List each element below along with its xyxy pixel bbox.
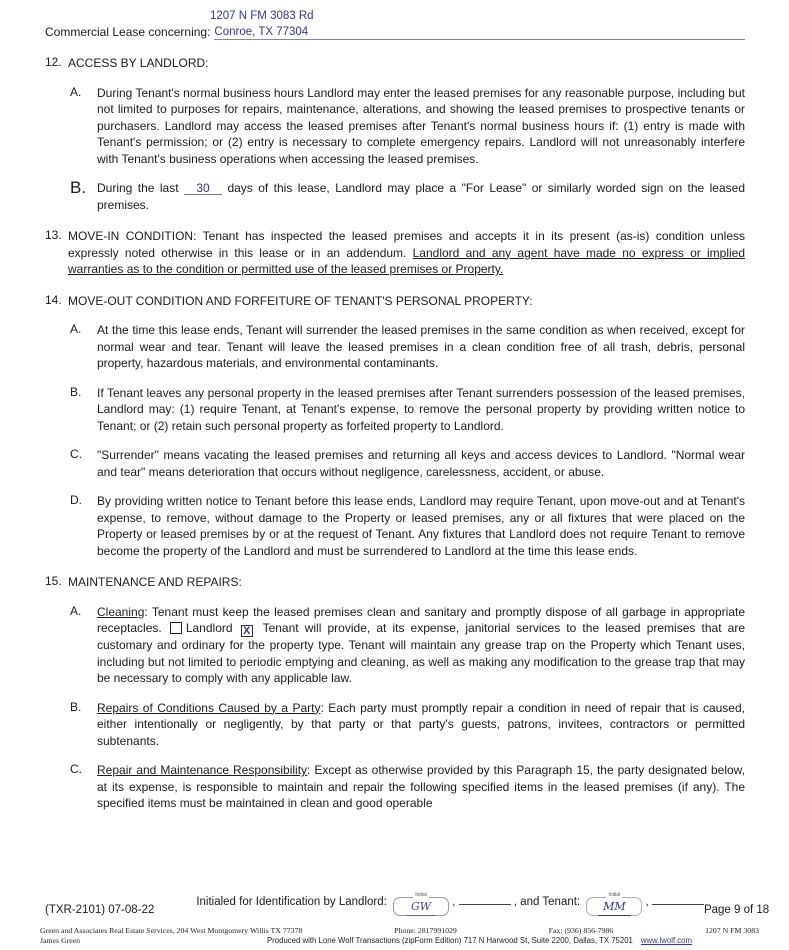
section-title: MAINTENANCE AND REPAIRS:	[68, 575, 242, 589]
item-text	[97, 604, 745, 687]
property-address-line2: Conroe, TX 77304	[214, 26, 309, 38]
tenant-second-initials-blank[interactable]	[652, 904, 704, 905]
tenant-initials-signature: MM	[598, 898, 631, 916]
landlord-initials-field[interactable]	[393, 892, 449, 916]
section-number: 14.	[45, 292, 62, 307]
item-12a	[70, 85, 745, 168]
lease-concerning-label: Commercial Lease concerning:	[45, 25, 211, 39]
fineprint-row-2	[40, 936, 759, 945]
section-title: ACCESS BY LANDLORD:	[68, 56, 209, 70]
cleaning-text-2: Tenant will provide, at its expense, janitorial services to the leased premises that are customary and ordinary for the property type. Tenant will maintain any grease trap on the Property which Tenant uses, including but not limited to periodic emptying and cleaning, as well as making any modification to the grease trap that may be necessary to comply with any applicable law.	[97, 621, 745, 685]
fax: Fax: (936) 856-7986	[548, 926, 614, 935]
section-title: MOVE-OUT CONDITION AND FORFEITURE OF TENANT'S PERSONAL PROPERTY:	[68, 293, 533, 308]
page-number: Page 9 of 18	[703, 904, 770, 916]
item-text: By providing written notice to Tenant before this lease ends, Landlord may require Tenant, upon move-out and at Tenant's expense, to remove, without damage to the Property or leased premises, any or all fixtures that were placed on the Property or leased premises by or at the request of Tenant. Any fixtures that Landlord does not require Tenant to remove become the property of the Landlord and must be surrendered to Landlord at the time this lease ends.	[97, 494, 745, 558]
text-before-blank: During the last	[97, 181, 179, 195]
landlord-initials-signature: GW	[406, 898, 436, 916]
responsibility-text: : Except as otherwise provided by this Paragraph 15, the party designated below, at its expense, is responsible to maintain and repair the following specified items in the leased premises (if any). The specified items must be maintained in clean and good operable	[97, 763, 745, 810]
item-letter: D.	[70, 493, 82, 507]
fineprint-block	[40, 926, 759, 945]
section-number: 13.	[45, 228, 62, 242]
cleaning-label: Cleaning	[97, 604, 145, 619]
section-number: 12.	[45, 55, 62, 69]
header-row	[45, 24, 745, 40]
item-letter: A.	[70, 84, 82, 99]
item-14d	[70, 493, 745, 559]
item-15a-cleaning	[70, 604, 745, 687]
lwolf-link[interactable]: www.lwolf.com	[640, 936, 693, 945]
landlord-checkbox-label: Landlord	[185, 621, 233, 635]
item-text: "Surrender" means vacating the leased premises and returning all keys and access devices to Landlord. "Normal wear and tear" means deterioration that occurs without negligence, carelessness, accident, or abuse.	[97, 448, 745, 479]
comma: ,	[645, 896, 649, 908]
item-text: If Tenant leaves any personal property in the leased premises after Tenant surrenders possession of the leased premises, Landlord may: (1) require Tenant, at Tenant's expense, to remove the personal property by providing written notice to Tenant; or (2) retain such personal property as forfeited property to Landlord.	[97, 385, 745, 433]
item-letter: B.	[70, 384, 82, 399]
move-in-underlined-text: Landlord and any agent have made no express or implied warranties as to the condition or permitted use of the leased premises or Property.	[68, 245, 746, 276]
item-14c	[70, 447, 745, 480]
item-14b	[70, 385, 745, 435]
phone: Phone: 2817991029	[394, 926, 457, 935]
section-14-move-out-condition	[45, 293, 745, 310]
responsibility-label: Repair and Maintenance Responsibility	[97, 763, 308, 777]
section-text	[68, 228, 745, 278]
property-address-line1: 1207 N FM 3083 Rd	[210, 10, 314, 22]
brokerage-office: Green and Associates Real Estate Services, 204 West Montgomery Willis TX 77378	[40, 926, 303, 935]
item-letter: C.	[70, 447, 82, 461]
item-letter: B.	[70, 699, 82, 714]
text-after-blank: days of this lease, Landlord may place a "For Lease" or similarly worded sign on the leased premises.	[97, 181, 746, 212]
initial-tab-label: Initial	[415, 892, 427, 898]
repairs-label: Repairs of Conditions Caused by a Party	[97, 700, 321, 715]
produced-with-text: Produced with Lone Wolf Transactions (zipForm Edition) 717 N Harwood St, Suite 2200, Dallas, TX 75201	[266, 936, 633, 945]
item-14a	[70, 322, 745, 372]
item-letter: B.	[70, 178, 87, 197]
comma: ,	[452, 896, 456, 908]
property-address-underline	[214, 24, 745, 40]
section-12-access-by-landlord	[45, 55, 745, 72]
section-number: 15.	[45, 574, 62, 588]
landlord-second-initials-blank[interactable]	[459, 904, 511, 905]
initialed-label: Initialed for Identification by Landlord:	[196, 896, 387, 908]
item-text	[97, 700, 745, 750]
fineprint-row-1	[40, 926, 759, 935]
item-15b-repairs-caused-by-party	[70, 700, 745, 750]
item-text	[97, 180, 745, 213]
item-text: At the time this lease ends, Tenant will surrender the leased premises in the same condition as when received, except for normal wear and tear. Tenant will leave the leased premises in a clean condition free of all trash, debris, personal property, hazardous materials, and environmental contaminants.	[97, 323, 745, 370]
repairs-text: : Each party must promptly repair a condition in need of repair that is caused, either intentionally or negligently, by that party or that party's guests, patrons, invitees, contractors or permitted subtenants.	[97, 700, 745, 748]
item-15c-repair-responsibility	[70, 762, 745, 812]
item-text: During Tenant's normal business hours Landlord may enter the leased premises for any reasonable purpose, including but not limited to purposes for repairs, maintenance, alterations, and showing the leased premises to prospective tenants or purchasers. Landlord may access the leased premises after Tenant's normal business hours if: (1) entry is made with Tenant's permission; or (2) entry is necessary to complete emergency repairs. Landlord will not unreasonably interfere with Tenant's business operations when accessing the leased premises.	[97, 85, 745, 166]
move-in-text: MOVE-IN CONDITION: Tenant has inspected the leased premises and accepts it in its present (as-is) condition unless expressly noted otherwise in this lease or in an addendum.	[68, 229, 745, 260]
tenant-checkbox[interactable]: X	[241, 625, 253, 637]
produced-with	[200, 936, 759, 945]
section-13-move-in-condition	[45, 228, 745, 278]
cleaning-text-1: : Tenant must keep the leased premises clean and sanitary and promptly dispose of all garbage in appropriate receptacles.	[97, 604, 745, 635]
initials-section	[196, 892, 704, 916]
agent-name: James Green	[40, 936, 81, 945]
section-15-maintenance-and-repairs	[45, 574, 745, 591]
item-letter: A.	[70, 603, 82, 618]
item-letter: C.	[70, 762, 82, 776]
and-tenant-label: , and Tenant:	[513, 896, 581, 908]
footer-initials-row	[45, 892, 770, 916]
landlord-checkbox[interactable]	[170, 622, 182, 634]
item-text	[97, 762, 745, 812]
tenant-initials-field[interactable]	[586, 892, 642, 916]
days-filled-field[interactable]: 30	[184, 182, 222, 195]
item-letter: A.	[70, 322, 82, 336]
form-code: (TXR-2101) 07-08-22	[45, 904, 155, 916]
item-12b	[70, 180, 745, 213]
document-ref: 1207 N FM 3083	[705, 926, 759, 935]
initial-tab-label: Initial	[608, 892, 621, 898]
